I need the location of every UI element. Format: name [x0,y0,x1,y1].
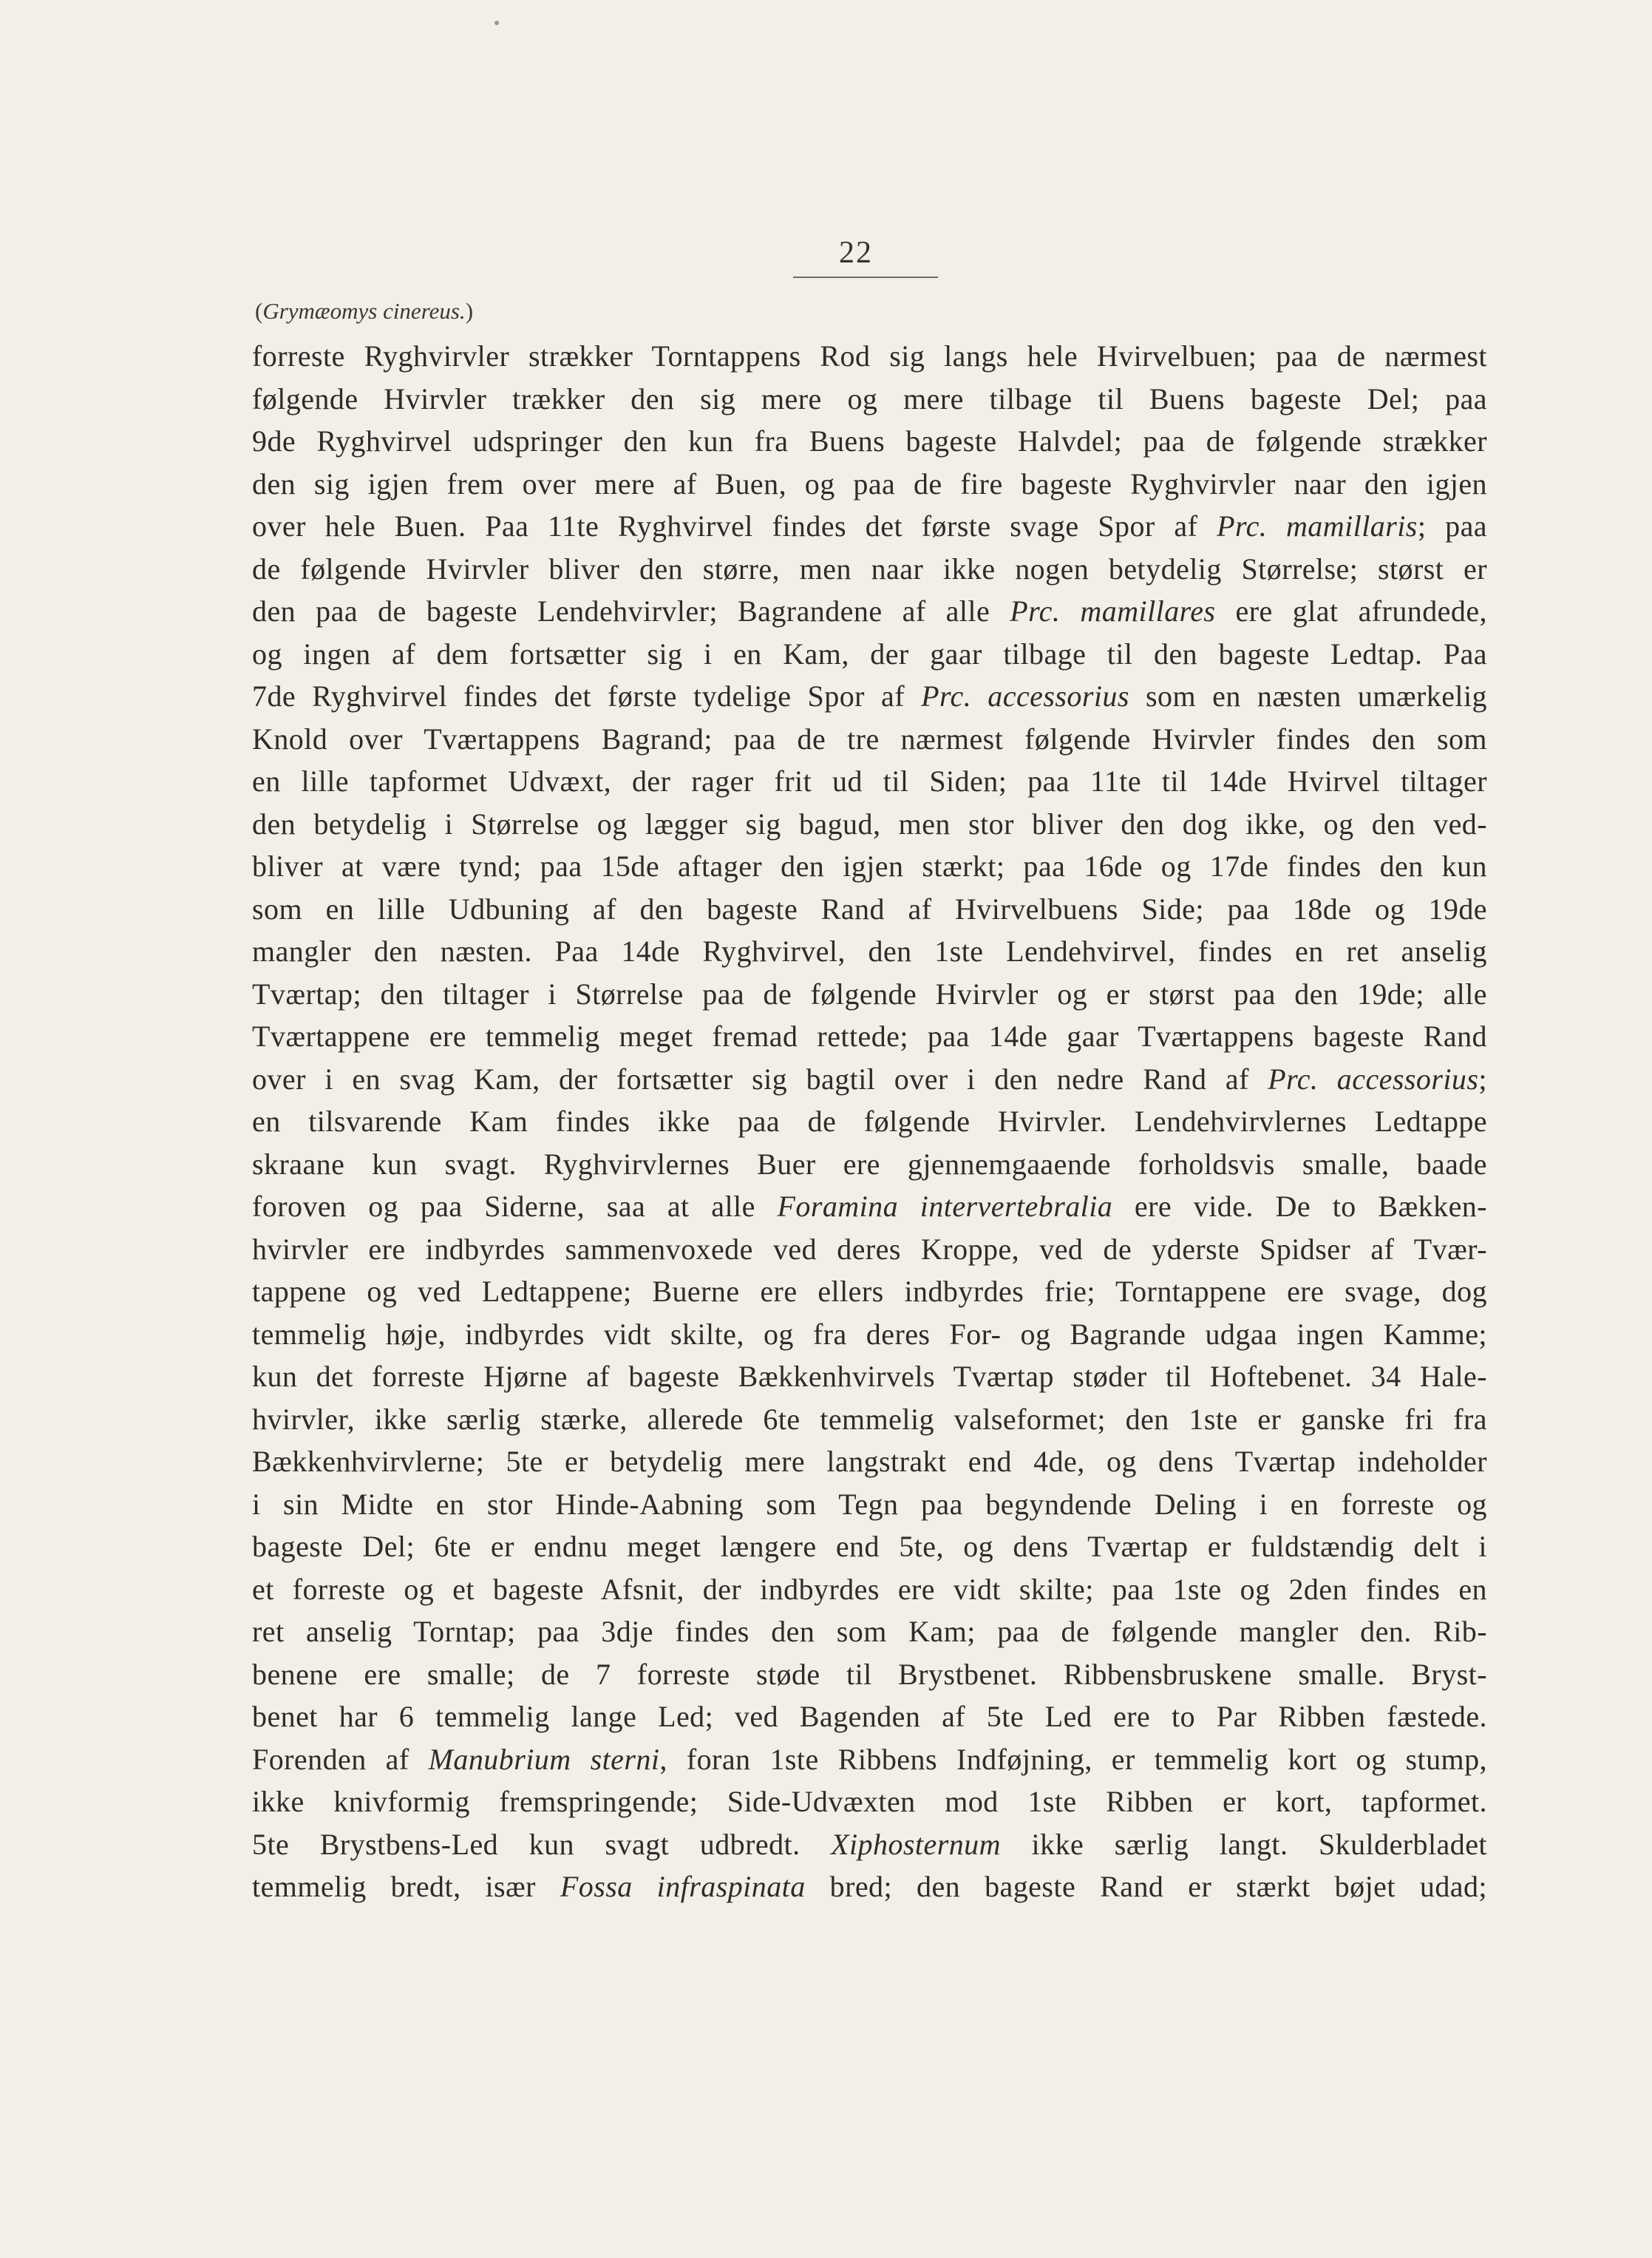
body-text [252,335,1487,1908]
text-line [252,378,1487,421]
text-run: benene ere smalle; de 7 forreste støde til Brystbenet. Ribbensbruskene smalle. Bryst- [252,1657,1487,1691]
text-run: og ingen af dem fortsætter sig i en Kam, der gaar tilbage til den bageste Ledtap. Paa [252,637,1487,671]
text-run: følgende Hvirvler trækker den sig mere og mere tilbage til Buens bageste Del; paa [252,382,1487,416]
text-line [252,1525,1487,1568]
text-run: som en lille Udbuning af den bageste Rand af Hvirvelbuens Side; paa 18de og 19de [252,892,1487,926]
text-run: ere vide. De to Bækken- [1112,1190,1487,1223]
text-run: hvirvler ere indbyrdes sammenvoxede ved deres Kroppe, ved de yderste Spidser af Tvær- [252,1232,1487,1266]
taxon-term: Xiphosternum [831,1827,1001,1861]
text-line [252,1483,1487,1526]
taxon-term: Prc. accessorius [1268,1062,1479,1096]
text-run: Tværtappene ere temmelig meget fremad rettede; paa 14de gaar Tværtappens bageste Rand [252,1020,1487,1053]
text-run: benet har 6 temmelig lange Led; ved Bagenden af 5te Led ere to Par Ribben fæstede. [252,1700,1487,1733]
text-run: de følgende Hvirvler bliver den større, men naar ikke nogen betydelig Størrelse; størst er [252,552,1487,586]
text-line [252,1185,1487,1228]
text-line [252,420,1487,463]
text-line [252,1355,1487,1398]
text-line [252,1313,1487,1356]
text-line [252,760,1487,803]
running-head: (Grymæomys cinereus.) [255,298,474,324]
text-run: den betydelig i Størrelse og lægger sig bagud, men stor bliver den dog ikke, og den ved- [252,807,1487,841]
text-line [252,590,1487,633]
taxon-term: Prc. accessorius [921,679,1129,713]
text-line [252,1653,1487,1696]
text-run: Forenden af [252,1742,429,1776]
text-run: et forreste og et bageste Afsnit, der indbyrdes ere vidt skilte; paa 1ste og 2den findes en [252,1572,1487,1606]
text-run: ; [1478,1062,1487,1096]
text-run: over i en svag Kam, der fortsætter sig bagtil over i den nedre Rand af [252,1062,1268,1096]
text-run: , foran 1ste Ribbens Indføjning, er temmelig kort og stump, [659,1742,1487,1776]
text-run: i sin Midte en stor Hinde-Aabning som Tegn paa begyndende Deling i en forreste og [252,1487,1487,1521]
text-line [252,675,1487,718]
taxon-term: Manubrium sterni [428,1742,660,1776]
text-run: ikke særlig langt. Skulderbladet [1000,1827,1487,1861]
taxon-term: Fossa infraspinata [560,1870,806,1903]
text-line [252,1270,1487,1313]
text-run: Tværtap; den tiltager i Størrelse paa de følgende Hvirvler og er størst paa den 19de; alle [252,977,1487,1011]
text-run: den paa de bageste Lendehvirvler; Bagrandene af alle [252,594,1010,628]
text-line [252,845,1487,888]
text-line [252,1440,1487,1483]
text-run: en tilsvarende Kam findes ikke paa de følgende Hvirvler. Lendehvirvlernes Ledtappe [252,1105,1487,1138]
text-line [252,1780,1487,1823]
text-line [252,803,1487,846]
text-line [252,1865,1487,1908]
text-line [252,888,1487,931]
text-run: ; paa [1417,509,1487,543]
text-line [252,1143,1487,1186]
running-head-taxon: Grymæomys cinereus. [262,298,466,324]
text-run: den sig igjen frem over mere af Buen, og paa de fire bageste Ryghvirvler naar den igjen [252,467,1487,501]
text-line [252,1015,1487,1058]
text-line [252,633,1487,676]
text-run: kun det forreste Hjørne af bageste Bækkenhvirvels Tværtap støder til Hoftebenet. 34 Hale- [252,1360,1487,1393]
text-run: over hele Buen. Paa 11te Ryghvirvel findes det første svage Spor af [252,509,1217,543]
text-line [252,1228,1487,1271]
text-line [252,1738,1487,1781]
text-run: mangler den næsten. Paa 14de Ryghvirvel, den 1ste Lendehvirvel, findes en ret anselig [252,935,1487,968]
text-line [252,463,1487,506]
text-run: ere glat afrundede, [1215,594,1487,628]
text-run: en lille tapformet Udvæxt, der rager frit ud til Siden; paa 11te til 14de Hvirvel tiltager [252,764,1487,798]
text-line [252,1398,1487,1441]
text-run: skraane kun svagt. Ryghvirvlernes Buer ere gjennemgaaende forholdsvis smalle, baade [252,1147,1487,1181]
text-run: som en næsten umærkelig [1129,679,1487,713]
taxon-term: Foramina intervertebralia [777,1190,1113,1223]
text-run: bliver at være tynd; paa 15de aftager den igjen stærkt; paa 16de og 17de findes den kun [252,850,1487,883]
text-run: ikke knivformig fremspringende; Side-Udvæxten mod 1ste Ribben er kort, tapformet. [252,1785,1487,1818]
text-line [252,1058,1487,1101]
text-line [252,1610,1487,1653]
text-run: tappene og ved Ledtappene; Buerne ere ellers indbyrdes frie; Torntappene ere svage, dog [252,1275,1487,1308]
page-number-rule [793,277,938,278]
text-line [252,930,1487,973]
text-run: bageste Del; 6te er endnu meget længere end 5te, og dens Tværtap er fuldstændig delt i [252,1530,1487,1563]
text-run: temmelig høje, indbyrdes vidt skilte, og fra deres For- og Bagrande udgaa ingen Kamme; [252,1317,1487,1351]
text-run: bred; den bageste Rand er stærkt bøjet udad; [805,1870,1487,1903]
page-number: 22 [839,236,873,270]
text-run: ret anselig Torntap; paa 3dje findes den som Kam; paa de følgende mangler den. Rib- [252,1615,1487,1648]
text-run: hvirvler, ikke særlig stærke, allerede 6te temmelig valseformet; den 1ste er ganske fri fra [252,1402,1487,1436]
taxon-term: Prc. mamillaris [1217,509,1418,543]
text-run: Knold over Tværtappens Bagrand; paa de tre nærmest følgende Hvirvler findes den som [252,722,1487,756]
taxon-term: Prc. mamillares [1010,594,1216,628]
text-run: 9de Ryghvirvel udspringer den kun fra Buens bageste Halvdel; paa de følgende strækker [252,424,1487,458]
text-line [252,973,1487,1016]
text-line [252,548,1487,591]
text-run: 7de Ryghvirvel findes det første tydelige Spor af [252,679,922,713]
text-run: temmelig bredt, især [252,1870,560,1903]
text-run: forreste Ryghvirvler strækker Torntappens Rod sig langs hele Hvirvelbuen; paa de nærmest [252,339,1487,373]
text-line [252,505,1487,548]
text-line [252,1100,1487,1143]
text-run: foroven og paa Siderne, saa at alle [252,1190,778,1223]
text-line [252,1695,1487,1738]
text-line [252,335,1487,378]
text-run: 5te Brystbens-Led kun svagt udbredt. [252,1827,832,1861]
text-run: Bækkenhvirvlerne; 5te er betydelig mere langstrakt end 4de, og dens Tværtap indeholder [252,1445,1487,1478]
text-line [252,1823,1487,1866]
text-line [252,1568,1487,1611]
text-line [252,718,1487,761]
paper-speck [494,21,499,25]
